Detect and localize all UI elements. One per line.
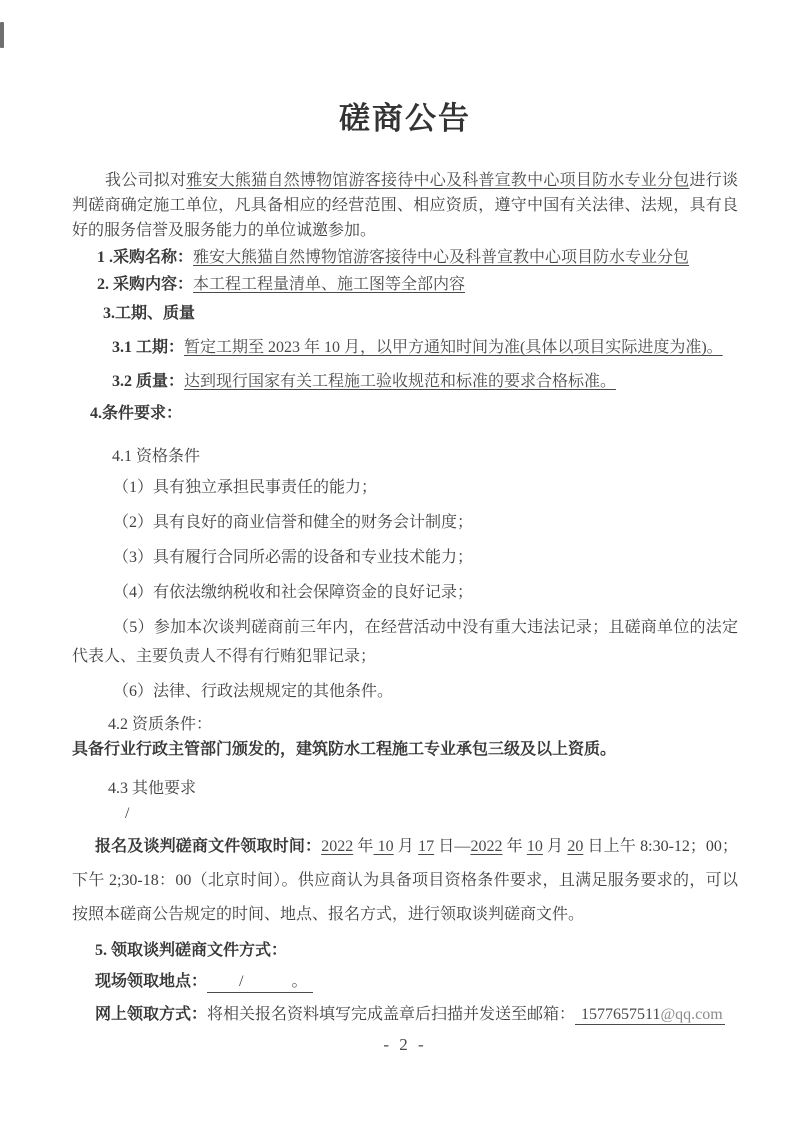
- document-content: [0, 96, 800, 1055]
- contact-email-domain: @qq.com: [660, 1006, 723, 1023]
- onsite-pickup-blank: / 。: [207, 972, 313, 993]
- registration-sep: 月: [393, 838, 419, 855]
- intro-suffix: 进行谈判磋商确定施工单位，凡具备相应的经营范围、相应资质，遵守中国有关法律、法规，具有良好的服务信誉及服务能力的单位诚邀参加。: [72, 172, 738, 239]
- registration-month2: 10: [526, 838, 543, 855]
- section-5-heading: 5. 领取谈判磋商文件方式：: [95, 942, 288, 959]
- intro-project-name: 雅安大熊猫自然博物馆游客接待中心及科普宣教中心项目防水专业分包: [186, 172, 690, 189]
- registration-paragraph: [72, 830, 738, 932]
- registration-label: 报名及谈判磋商文件领取时间：: [95, 838, 322, 855]
- procurement-content-row: [97, 272, 738, 297]
- registration-month1: 10: [373, 838, 394, 855]
- registration-sep: 年: [502, 838, 527, 855]
- registration-sep: 年: [353, 838, 374, 855]
- other-requirement-value: /: [125, 805, 130, 822]
- cert-heading: 4.2 资质条件：: [108, 716, 213, 733]
- online-pickup-text: 将相关报名资料填写完成盖章后扫描并发送至邮箱：: [207, 1006, 576, 1023]
- duration-label: 3.1 工期：: [112, 339, 185, 356]
- registration-day1: 17: [418, 838, 435, 855]
- registration-year1: 2022: [321, 838, 354, 855]
- registration-day2: 20: [567, 838, 584, 855]
- procurement-name-row: [97, 245, 738, 270]
- intro-prefix: 我公司拟对: [105, 172, 187, 189]
- procurement-name-label: 1 .采购名称：: [97, 249, 194, 266]
- quality-label: 3.2 质量：: [112, 373, 185, 390]
- page-title: 磋商公告: [339, 101, 471, 136]
- registration-sep: 月: [542, 838, 568, 855]
- qualification-heading: 4.1 资格条件: [112, 448, 201, 465]
- condition-item: （4）有依法缴纳税收和社会保障资金的良好记录；: [113, 584, 474, 601]
- contact-email-user: 1577657511: [581, 1006, 661, 1023]
- registration-tail: 日上午 8:30-12；00；下午 2;30-18：00（北京时间）。供应商认为具备项目资格条件要求，且满足服务要求的，可以按照本磋商公告规定的时间、地点、报名方式，进行领取谈判磋商文件。: [72, 838, 738, 923]
- onsite-pickup-row: [95, 969, 738, 994]
- contact-email: [575, 1006, 725, 1025]
- intro-paragraph: [72, 168, 738, 243]
- registration-sep: 日—: [434, 838, 471, 855]
- condition-item: （1）具有独立承担民事责任的能力；: [113, 479, 378, 496]
- online-pickup-row: [95, 1002, 738, 1027]
- procurement-content-label: 2. 采购内容：: [97, 276, 194, 293]
- section-4-heading: 4.条件要求：: [90, 405, 183, 422]
- condition-item: （2）具有良好的商业信誉和健全的财务会计制度；: [113, 514, 474, 531]
- scan-artifact: [0, 22, 4, 48]
- condition-item: （5）参加本次谈判磋商前三年内，在经营活动中没有重大违法记录；且磋商单位的法定代表人、主要负责人不得有行贿犯罪记录；: [72, 619, 738, 665]
- condition-item: （3）具有履行合同所必需的设备和专业技术能力；: [113, 549, 474, 566]
- section-3-heading: 3.工期、质量: [103, 305, 196, 322]
- online-pickup-label: 网上领取方式：: [95, 1006, 208, 1023]
- cert-value: 具备行业行政主管部门颁发的，建筑防水工程施工专业承包三级及以上资质。: [72, 741, 617, 758]
- condition-item: （6）法律、行政法规规定的其他条件。: [113, 683, 394, 700]
- procurement-content-value: 本工程工程量清单、施工图等全部内容: [193, 276, 466, 293]
- quality-row: [112, 369, 738, 394]
- other-requirement-heading: 4.3 其他要求: [108, 780, 197, 797]
- duration-value: 暂定工期至 2023 年 10 月，以甲方通知时间为准(具体以项目实际进度为准)。: [184, 339, 723, 356]
- quality-value: 达到现行国家有关工程施工验收规范和标准的要求合格标准。: [184, 373, 617, 390]
- duration-row: [112, 335, 738, 360]
- onsite-pickup-label: 现场领取地点：: [95, 973, 208, 990]
- procurement-name-value: 雅安大熊猫自然博物馆游客接待中心及科普宣教中心项目防水专业分包: [193, 249, 690, 266]
- page-number: - 2 -: [383, 1035, 427, 1054]
- registration-year2: 2022: [470, 838, 503, 855]
